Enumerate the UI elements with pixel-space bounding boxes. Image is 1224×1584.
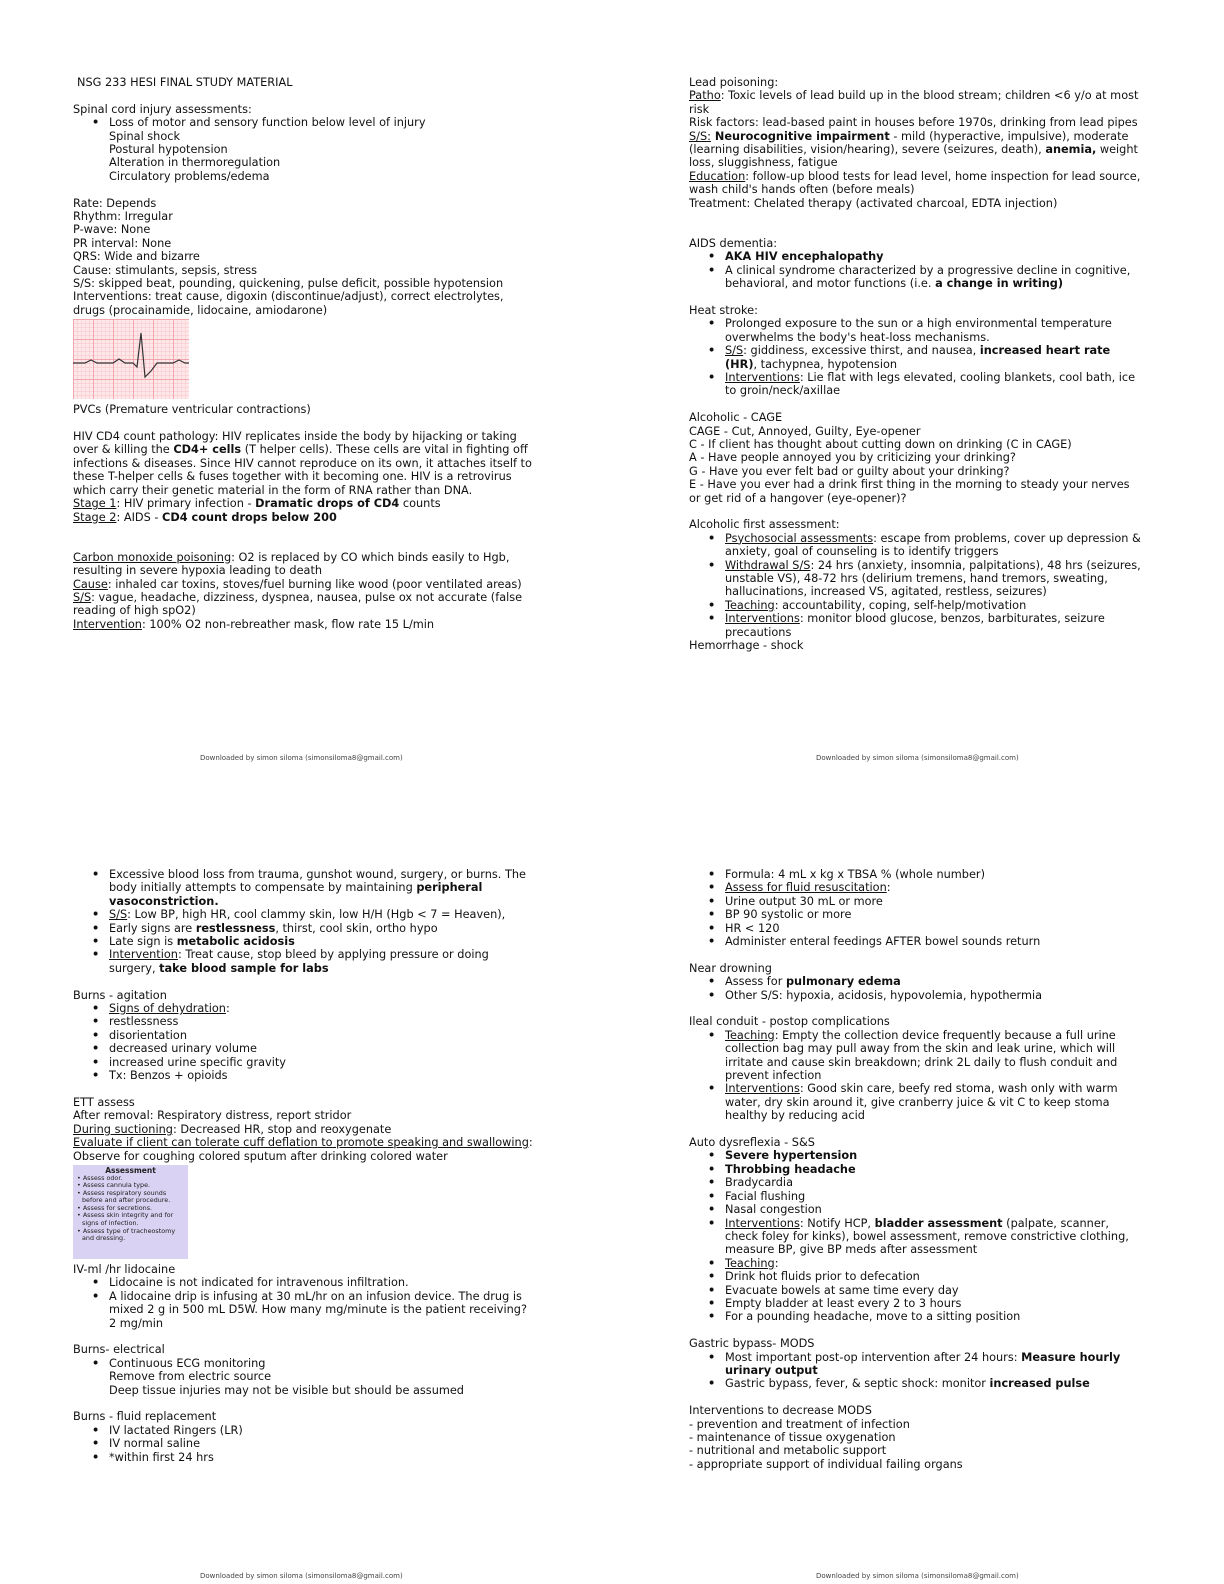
assessment-item: • Assess for secretions. [77,1203,153,1212]
burns-electrical-heading: Burns- electrical [73,1343,165,1357]
list-item: Spinal shock [109,129,181,143]
co-signs: S/S: vague, headache, dizziness, dyspnea, nausea, pulse ox not accurate (false reading of high spO2) [73,590,523,618]
pvc-line: S/S: skipped beat, pounding, quickening, pulse deficit, possible hypotension [73,277,504,291]
mods-item: - nutritional and metabolic support [689,1444,887,1458]
ett-after-removal: After removal: Respiratory distress, report stridor [73,1109,352,1123]
pvc-line: PR interval: None [73,236,172,250]
list-item: • *within first 24 hrs [109,1451,533,1464]
near-drowning-heading: Near drowning [689,961,772,975]
list-item: • HR < 120 [725,922,1141,935]
list-item: • Administer enteral feedings AFTER bowel sounds return [725,935,1141,948]
pvc-line: Interventions: treat cause, digoxin (discontinue/adjust), correct electrolytes, [73,290,504,304]
ett-heading: ETT assess [73,1095,135,1109]
assessment-item: • Assess cannula type. [77,1181,151,1190]
list-item: • Interventions: Lie flat with legs elevated, cooling blankets, cool bath, ice to groin/neck/axillae [725,371,1141,398]
assessment-item: • Assess odor. [77,1173,123,1182]
page-footer: Downloaded by simon siloma (simonsiloma8@gmail.com) [200,1572,403,1580]
ecg-waveform [73,319,189,399]
sci-heading: Spinal cord injury assessments: [73,102,252,116]
cage-line: E - Have you ever had a drink first thing in the morning to steady your nerves or get rid of a hangover (eye-opener)? [689,478,1130,505]
list-item: • Interventions: monitor blood glucose, benzos, barbiturates, seizure precautions [725,612,1141,639]
page-2-content [689,76,1141,652]
pvc-line: Rhythm: Irregular [73,210,173,224]
hiv-stage-2: Stage 2: AIDS - CD4 count drops below 200 [73,510,337,524]
co-definition: Carbon monoxide poisoning: O2 is replaced by CO which binds easily to Hgb, resulting in severe hypoxia leading to death [73,550,510,578]
cage-line: CAGE - Cut, Annoyed, Guilty, Eye-opener [689,424,921,438]
co-cause: Cause: inhaled car toxins, stoves/fuel burning like wood (poor ventilated areas) [73,577,522,591]
list-item: • Lidocaine is not indicated for intravenous infiltration. [109,1276,533,1289]
lead-education: Education: follow-up blood tests for lead level, home inspection for lead source, wash child's hands often (before meals) [689,169,1141,197]
list-item: • Excessive blood loss from trauma, gunshot wound, surgery, or burns. The body initially attempts to compensate by maintaining peripheral vasoconstriction. [109,868,533,908]
list-item: • Interventions: Notify HCP, bladder assessment (palpate, scanner, check foley for kinks), bowel assessment, remove constrictive clothing, measure BP, give BP meds after assessment [725,1217,1141,1257]
list-item: • Teaching: accountability, coping, self-help/motivation [725,599,1141,612]
list-item: • Other S/S: hypoxia, acidosis, hypovolemia, hypothermia [725,989,1141,1002]
page-footer: Downloaded by simon siloma (simonsiloma8@gmail.com) [816,754,1019,762]
cage-line: G - Have you ever felt bad or guilty about your drinking? [689,464,1010,478]
auto-dysreflexia-list [689,1149,1141,1323]
alcoholic-heading: Alcoholic first assessment: [689,518,840,532]
list-item: • Withdrawal S/S: 24 hrs (anxiety, insomnia, palpitations), 48 hrs (seizures, unstable VS), 48-72 hrs (delirium tremens, hand tremors, sweating, hallucinations, increased VS, agitated, restless, seizures) [725,559,1141,599]
burns-fluid-heading: Burns - fluid replacement [73,1410,217,1424]
cage-line: C - If client has thought about cutting down on drinking (C in CAGE) [689,437,1072,451]
sci-sublist [73,130,533,184]
pvc-line: P-wave: None [73,223,151,237]
list-item: Alteration in thermoregulation [109,156,281,170]
hiv-stage-1: Stage 1: HIV primary infection - Dramatic drops of CD4 counts [73,497,441,511]
page-1 [0,0,612,792]
pvc-line: Cause: stimulants, sepsis, stress [73,263,258,277]
ileal-conduit-list [689,1029,1141,1123]
list-item: • decreased urinary volume [109,1042,533,1055]
list-item: • Prolonged exposure to the sun or a high environmental temperature overwhelms the body's heat-loss mechanisms. [725,317,1141,344]
page-2 [612,0,1224,792]
list-item: • increased urine specific gravity [109,1056,533,1069]
list-item: Postural hypotension [109,143,228,157]
page-footer: Downloaded by simon siloma (simonsiloma8@gmail.com) [816,1572,1019,1580]
list-item: Circulatory problems/edema [109,169,270,183]
burns-electrical-sublist [73,1370,533,1397]
mods-item: - maintenance of tissue oxygenation [689,1430,896,1444]
list-item: • Interventions: Good skin care, beefy red stoma, wash only with warm water, dry skin around it, give cranberry juice & vit C to keep stoma healthy by reducing acid [725,1082,1141,1122]
page-4-content [689,868,1141,1471]
list-item: • Evacuate bowels at same time every day [725,1284,1141,1297]
lead-signs: S/S: Neurocognitive impairment - mild (hyperactive, impulsive), moderate (learning disabilities, vision/hearing), severe (seizures, death), anemia, weight loss, sluggishness, fatigue [689,129,1138,170]
list-item: • IV lactated Ringers (LR) [109,1424,533,1437]
list-item: Deep tissue injuries may not be visible but should be assumed [109,1383,464,1397]
burns-electrical-list [73,1357,533,1370]
co-intervention: Intervention: 100% O2 non-rebreather mask, flow rate 15 L/min [73,617,435,631]
list-item: • A lidocaine drip is infusing at 30 mL/hr on an infusion device. The drug is mixed 2 g in 500 mL D5W. How many mg/minute is the patient receiving? 2 mg/min [109,1290,533,1330]
assessment-title: Assessment [105,1165,156,1175]
list-item: • Continuous ECG monitoring [109,1357,533,1370]
ecg-strip-image [73,319,189,399]
auto-dysreflexia-heading: Auto dysreflexia - S&S [689,1136,815,1150]
cage-line: A - Have people annoyed you by criticizing your drinking? [689,451,1016,465]
list-item: • Assess for pulmonary edema [725,975,1141,988]
page-3 [0,792,612,1584]
mods-item: - appropriate support of individual failing organs [689,1457,963,1471]
pvc-line: drugs (procainamide, lidocaine, amiodarone) [73,303,328,317]
iv-list [73,1276,533,1330]
pvc-caption: PVCs (Premature ventricular contractions) [73,403,311,417]
ett-evaluate: Evaluate if client can tolerate cuff deflation to promote speaking and swallowing: Observe for coughing colored sputum after drinking colored water [73,1136,533,1163]
lead-treatment: Treatment: Chelated therapy (activated charcoal, EDTA injection) [689,196,1058,210]
hemorrhage-heading: Hemorrhage - shock [689,639,804,652]
ett-suctioning: During suctioning: Decreased HR, stop and reoxygenate [73,1122,392,1136]
list-item: • Throbbing headache [725,1163,1141,1176]
list-item: • S/S: giddiness, excessive thirst, and nausea, increased heart rate (HR), tachypnea, hypotension [725,344,1141,371]
assessment-item: • Assess type of tracheostomy and dressing. [77,1226,176,1243]
list-item: • Drink hot fluids prior to defecation [725,1270,1141,1283]
pvc-line: QRS: Wide and bizarre [73,250,200,264]
list-item: • BP 90 systolic or more [725,908,1141,921]
list-item: • Bradycardia [725,1176,1141,1189]
cage-line: Alcoholic - CAGE [689,411,783,425]
list-item: • Formula: 4 mL x kg x TBSA % (whole number) [725,868,1141,881]
burns-agitation-list [73,1002,533,1082]
list-item: • AKA HIV encephalopathy [725,250,1141,263]
gastric-bypass-heading: Gastric bypass- MODS [689,1337,815,1351]
mods-heading: Interventions to decrease MODS [689,1404,872,1418]
burns-fluid-list [73,1424,533,1464]
list-item: • For a pounding headache, move to a sitting position [725,1310,1141,1323]
list-item: • Intervention: Treat cause, stop bleed by applying pressure or doing surgery, take blood sample for labs [109,948,533,975]
pvc-line: Rate: Depends [73,196,157,210]
hemorrhage-list [73,868,533,975]
list-item: • Facial flushing [725,1190,1141,1203]
heat-heading: Heat stroke: [689,303,758,317]
ileal-conduit-heading: Ileal conduit - postop complications [689,1015,890,1029]
assessment-item: • Assess skin integrity and for signs of infection. [77,1211,174,1228]
lead-patho: Patho: Toxic levels of lead build up in the blood stream; children <6 y/o at most risk [689,89,1139,116]
sci-list [73,116,533,129]
list-item: • Nasal congestion [725,1203,1141,1216]
near-drowning-list [689,975,1141,1002]
list-item: • Severe hypertension [725,1149,1141,1162]
list-item: • S/S: Low BP, high HR, cool clammy skin, low H/H (Hgb < 7 = Heaven), [109,908,533,921]
assessment-image [73,1165,188,1259]
alcoholic-list [689,532,1141,639]
aids-heading: AIDS dementia: [689,236,778,250]
lead-risk: Risk factors: lead-based paint in houses before 1970s, drinking from lead pipes [689,116,1138,130]
list-item: • Tx: Benzos + opioids [109,1069,533,1082]
page-1-content [73,76,533,631]
list-item: • Teaching: [725,1257,1141,1270]
list-item: • Late sign is metabolic acidosis [109,935,533,948]
fluid-formula-list [689,868,1141,948]
list-item: • restlessness [109,1015,533,1028]
list-item: Remove from electric source [109,1370,272,1384]
list-item: • Early signs are restlessness, thirst, cool skin, ortho hypo [109,922,533,935]
lead-heading: Lead poisoning: [689,76,779,89]
gastric-bypass-list [689,1351,1141,1391]
list-item: • disorientation [109,1029,533,1042]
assessment-item: • Assess respiratory sounds before and after procedure. [77,1188,171,1205]
aids-list [689,250,1141,290]
document-title: NSG 233 HESI FINAL STUDY MATERIAL [77,76,293,89]
list-item: • Urine output 30 mL or more [725,895,1141,908]
list-item: • Signs of dehydration: [109,1002,533,1015]
list-item: • Gastric bypass, fever, & septic shock: monitor increased pulse [725,1377,1141,1390]
list-item: • A clinical syndrome characterized by a progressive decline in cognitive, behavioral, and motor functions (i.e. a change in writing) [725,264,1141,291]
list-item: • Teaching: Empty the collection device frequently because a full urine collection bag may pull away from the skin and leak urine, which will irritate and cause skin breakdown; drink 2L daily to flush conduit and prevent infection [725,1029,1141,1083]
page-4 [612,792,1224,1584]
list-item: • IV normal saline [109,1437,533,1450]
heat-list [689,317,1141,397]
hiv-paragraph: HIV CD4 count pathology: HIV replicates inside the body by hijacking or taking over & killing the CD4+ cells (T helper cells). These cells are vital in fighting off infections & diseases. Since HIV cannot reproduce on its own, it attaches itself to these T-helper cells & fuses together with it becoming one. HIV is a retrovirus which carry their genetic material in the form of RNA rather than DNA. [73,430,532,497]
list-item: • Assess for fluid resuscitation: [725,881,1141,894]
mods-item: - prevention and treatment of infection [689,1417,910,1431]
page-footer: Downloaded by simon siloma (simonsiloma8@gmail.com) [200,754,403,762]
list-item: • Empty bladder at least every 2 to 3 hours [725,1297,1141,1310]
list-item: • Most important post-op intervention after 24 hours: Measure hourly urinary output [725,1351,1141,1378]
iv-heading: IV-ml /hr lidocaine [73,1262,176,1276]
burns-agitation-heading: Burns - agitation [73,988,167,1002]
list-item: • Loss of motor and sensory function below level of injury [109,116,533,129]
list-item: • Psychosocial assessments: escape from problems, cover up depression & anxiety, goal of counseling is to identify triggers [725,532,1141,559]
page-3-content [73,868,533,1464]
